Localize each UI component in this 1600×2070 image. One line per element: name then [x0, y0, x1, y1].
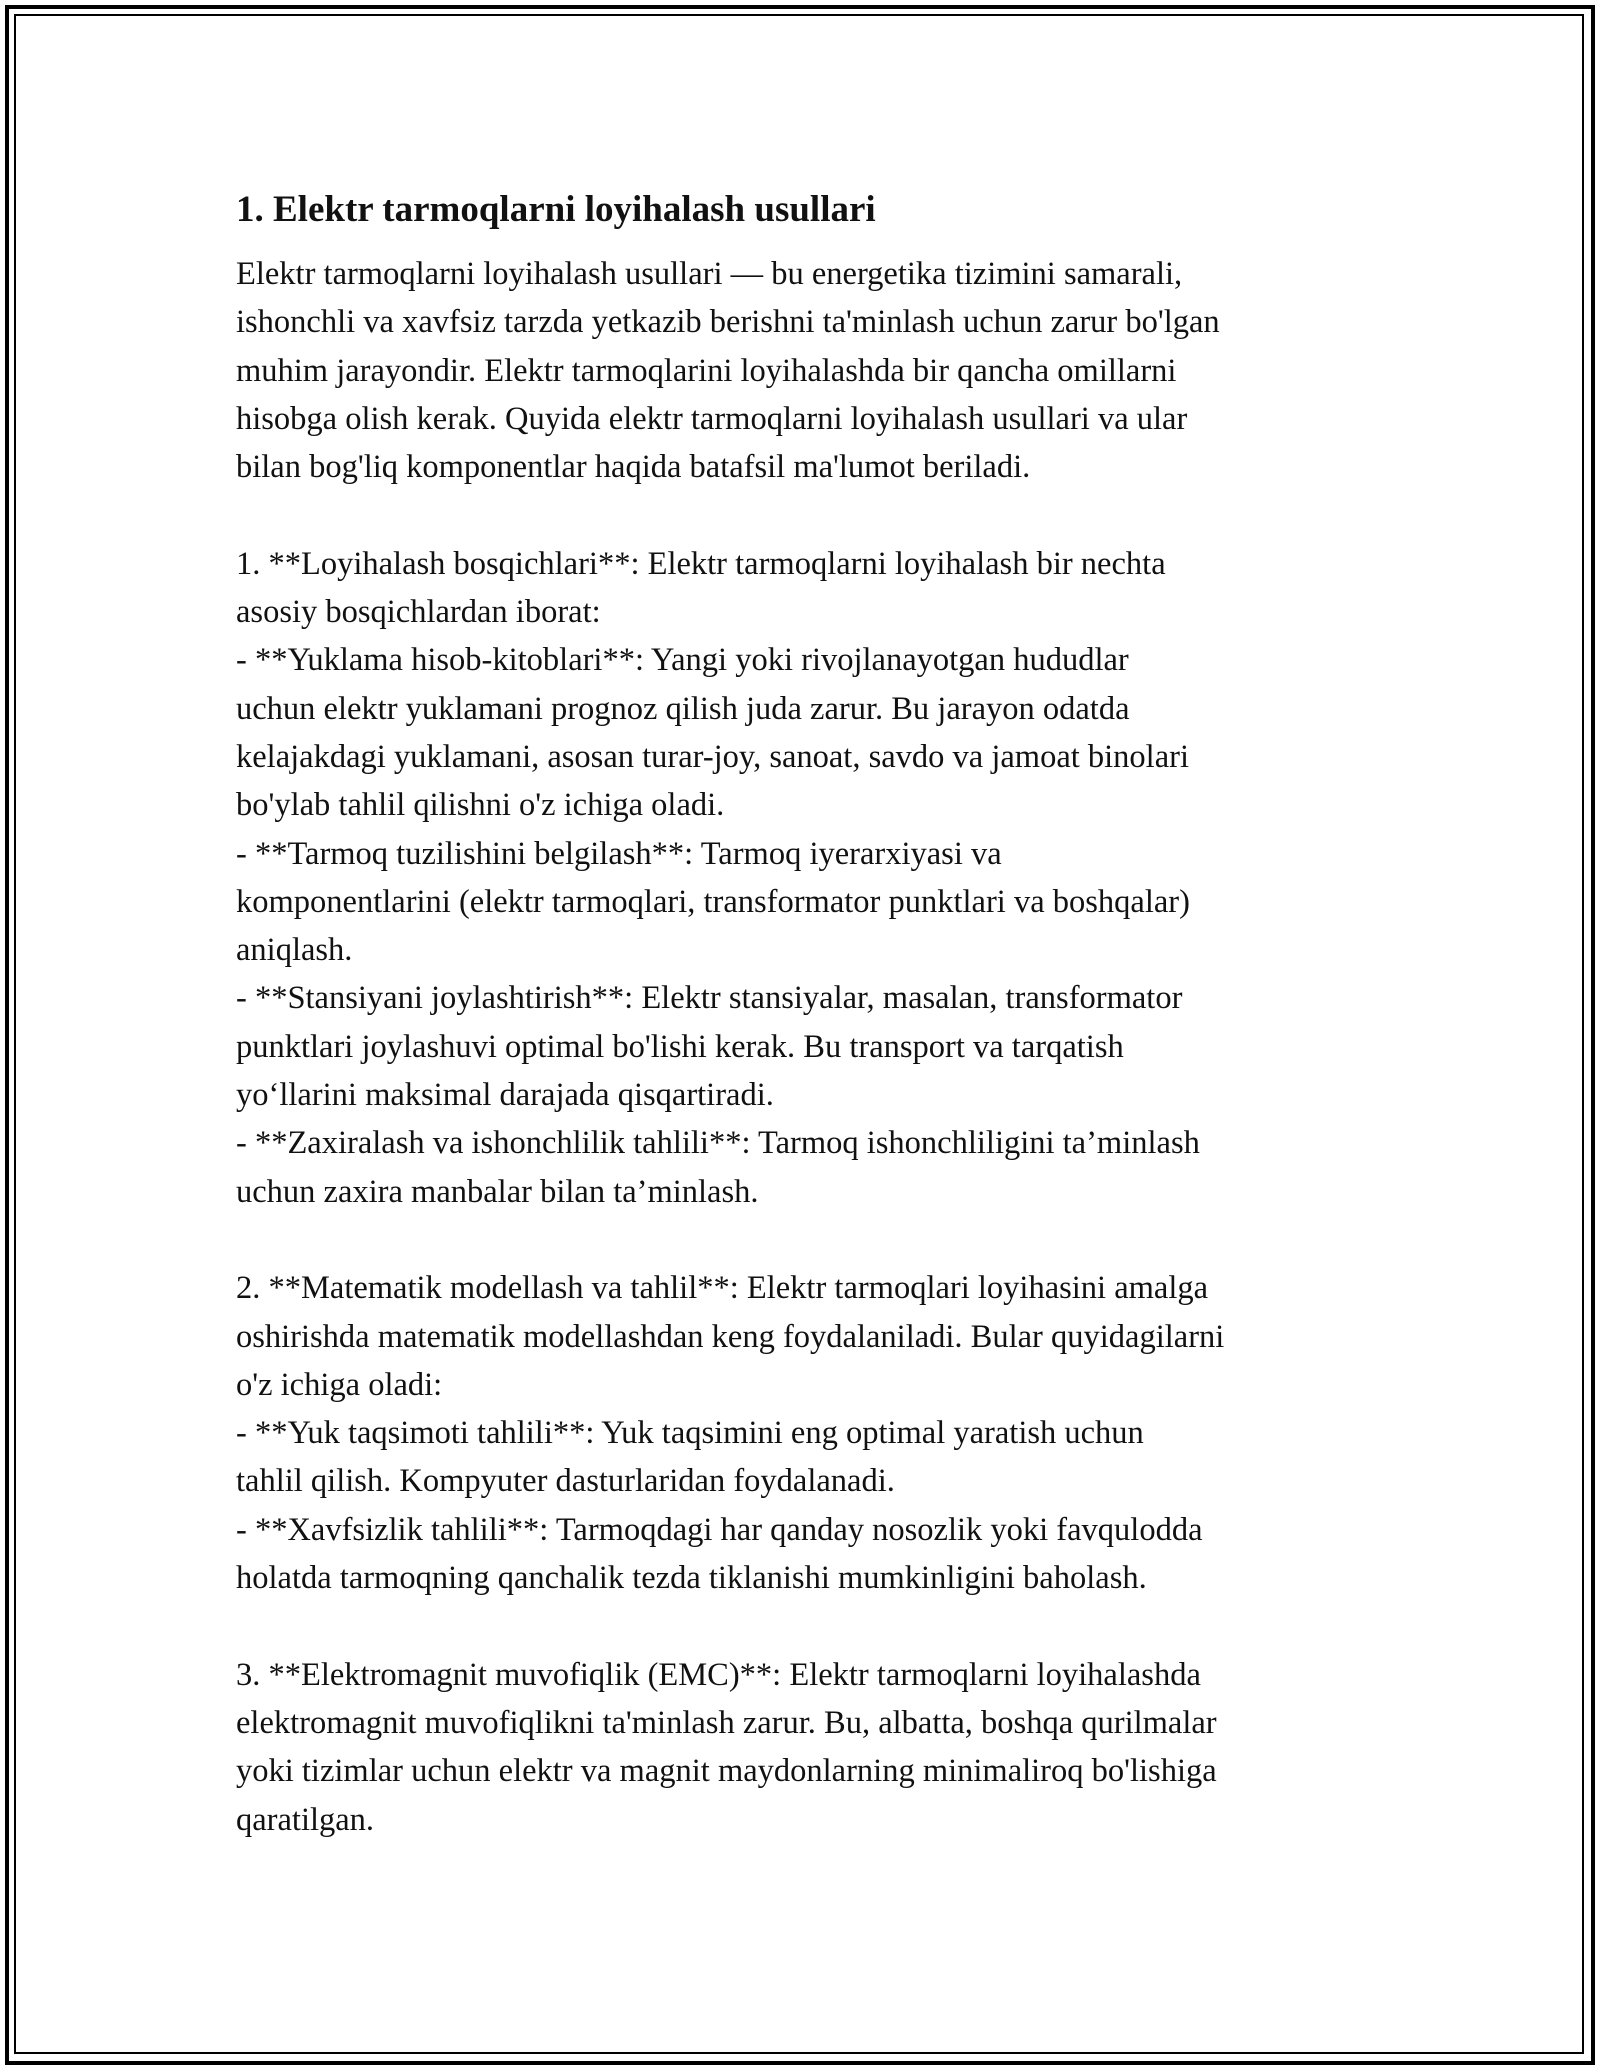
text-line: yo‘llarini maksimal darajada qisqartiradi. [236, 1077, 774, 1114]
text-line: aniqlash. [236, 932, 353, 969]
text-line: bo'ylab tahlil qilishni o'z ichiga oladi. [236, 787, 725, 824]
text-line: punktlari joylashuvi optimal bo'lishi kerak. Bu transport va tarqatish [236, 1028, 1124, 1065]
section-1-design-stages [236, 540, 1376, 1216]
text-line: ishonchli va xavfsiz tarzda yetkazib berishni ta'minlash uchun zarur bo'lgan [236, 304, 1220, 341]
text-line: - **Yuk taqsimoti tahlili**: Yuk taqsimini eng optimal yaratish uchun [236, 1415, 1144, 1452]
text-line: o'z ichiga oladi: [236, 1366, 443, 1403]
text-line: - **Tarmoq tuzilishini belgilash**: Tarmoq iyerarxiyasi va [236, 835, 1002, 872]
section-3-emc [236, 1651, 1376, 1844]
text-line: uchun elektr yuklamani prognoz qilish juda zarur. Bu jarayon odatda [236, 690, 1130, 727]
text-line: uchun zaxira manbalar bilan ta’minlash. [236, 1173, 759, 1210]
text-line: 3. **Elektromagnit muvofiqlik (EMC)**: Elektr tarmoqlarni loyihalashda [236, 1656, 1201, 1693]
text-line: 1. **Loyihalash bosqichlari**: Elektr tarmoqlarni loyihalash bir nechta [236, 545, 1166, 582]
intro-paragraph [236, 250, 1376, 491]
paragraph-gap [236, 1216, 1376, 1264]
text-line: yoki tizimlar uchun elektr va magnit maydonlarning minimaliroq bo'lishiga [236, 1753, 1217, 1790]
text-line: - **Yuklama hisob-kitoblari**: Yangi yoki rivojlanayotgan hududlar [236, 642, 1129, 679]
text-line: tahlil qilish. Kompyuter dasturlaridan foydalanadi. [236, 1463, 895, 1500]
text-line: asosiy bosqichlardan iborat: [236, 594, 601, 631]
text-line: qaratilgan. [236, 1801, 375, 1838]
paragraph-gap [236, 491, 1376, 539]
text-line: kelajakdagi yuklamani, asosan turar-joy, sanoat, savdo va jamoat binolari [236, 738, 1189, 775]
document-body [236, 186, 1376, 1844]
text-line: komponentlarini (elektr tarmoqlari, transformator punktlari va boshqalar) [236, 883, 1190, 920]
text-line: bilan bog'liq komponentlar haqida batafsil ma'lumot beriladi. [236, 449, 1031, 486]
document-title: 1. Elektr tarmoqlarni loyihalash usullari [236, 189, 876, 230]
text-line: muhim jarayondir. Elektr tarmoqlarini loyihalashda bir qancha omillarni [236, 352, 1177, 389]
text-line: - **Xavfsizlik tahlili**: Tarmoqdagi har qanday nosozlik yoki favqulodda [236, 1511, 1203, 1548]
text-line: elektromagnit muvofiqlikni ta'minlash zarur. Bu, albatta, boshqa qurilmalar [236, 1704, 1217, 1741]
text-line: hisobga olish kerak. Quyida elektr tarmoqlarni loyihalash usullari va ular [236, 400, 1188, 437]
text-line: - **Zaxiralash va ishonchlilik tahlili**: Tarmoq ishonchliligini ta’minlash [236, 1125, 1200, 1162]
section-2-math-modeling [236, 1264, 1376, 1602]
text-line: - **Stansiyani joylashtirish**: Elektr stansiyalar, masalan, transformator [236, 980, 1183, 1017]
text-line: Elektr tarmoqlarni loyihalash usullari — bu energetika tizimini samarali, [236, 256, 1183, 292]
text-line: holatda tarmoqning qanchalik tezda tiklanishi mumkinligini baholash. [236, 1560, 1147, 1597]
paragraph-gap [236, 1602, 1376, 1650]
text-line: 2. **Matematik modellash va tahlil**: Elektr tarmoqlari loyihasini amalga [236, 1270, 1209, 1307]
text-line: oshirishda matematik modellashdan keng foydalaniladi. Bular quyidagilarni [236, 1318, 1225, 1355]
